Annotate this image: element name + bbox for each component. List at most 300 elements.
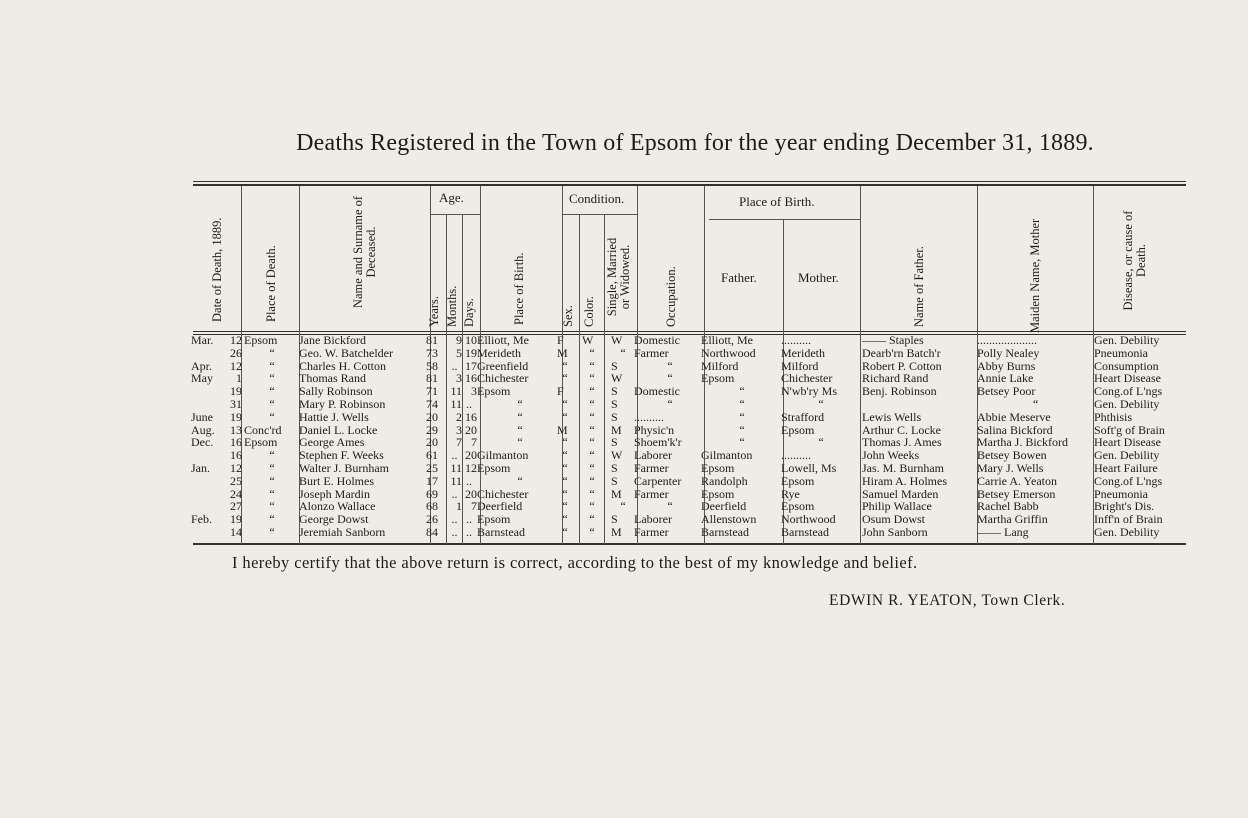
marital-status-cell: S — [611, 359, 618, 373]
father-birthplace-cell: Milford — [701, 359, 739, 373]
age-months-cell: 5 — [456, 346, 462, 360]
table-row — [0, 526, 1248, 539]
father-birthplace-cell: Randolph — [701, 474, 748, 488]
place-of-birth-cell: Epsom — [477, 462, 511, 475]
age-years-cell: 81 — [426, 334, 438, 347]
age-days-cell: 7 — [471, 436, 477, 450]
place-of-birth-cell: Chichester — [477, 487, 529, 501]
age-days-cell: 20 — [465, 487, 477, 501]
header-months: Months. — [445, 285, 459, 327]
month-cell: May — [191, 372, 213, 386]
clerk-name: EDWIN R. YEATON, — [829, 592, 978, 609]
age-days-cell: 3 — [471, 385, 477, 399]
color-cell: “ — [589, 500, 595, 514]
father-birthplace-cell: Allenstown — [701, 513, 757, 527]
color-cell: “ — [589, 462, 595, 475]
age-months-cell: .. — [451, 449, 458, 463]
day-cell: 19 — [230, 513, 242, 527]
occupation-cell: Carpenter — [634, 474, 682, 488]
place-of-death-cell: Conc'rd — [244, 423, 282, 437]
marital-status-cell: S — [611, 398, 618, 411]
age-years-cell: 84 — [426, 526, 438, 539]
table-row — [0, 347, 1248, 360]
age-months-cell: 3 — [456, 423, 462, 437]
deceased-name-cell: Charles H. Cotton — [299, 359, 386, 373]
deceased-name-cell: Daniel L. Locke — [299, 423, 378, 437]
header-mother-birthplace: Mother. — [798, 270, 839, 285]
day-cell: 14 — [230, 526, 242, 539]
sex-cell: F — [557, 334, 564, 347]
father-birthplace-cell: “ — [739, 436, 745, 450]
place-of-birth-cell: “ — [517, 398, 523, 411]
age-years-cell: 81 — [426, 372, 438, 386]
clerk-title: Town Clerk. — [981, 592, 1066, 609]
marital-status-cell: “ — [620, 500, 626, 514]
cause-of-death-cell: Cong.of L'ngs — [1094, 385, 1163, 399]
color-cell: “ — [589, 385, 595, 399]
deceased-name-cell: Geo. W. Batchelder — [299, 346, 393, 360]
header-occupation: Occupation. — [664, 266, 678, 327]
occupation-cell: Shoem'k'r — [634, 436, 682, 450]
age-months-cell: .. — [451, 526, 458, 539]
father-birthplace-cell: Northwood — [701, 346, 756, 360]
place-of-death-cell: “ — [269, 500, 275, 514]
table-row — [0, 462, 1248, 475]
table-row — [0, 475, 1248, 488]
color-cell: “ — [589, 398, 595, 411]
header-top-rule — [193, 181, 1186, 182]
marital-status-cell: S — [611, 410, 618, 424]
cause-of-death-cell: Pneumonia — [1094, 346, 1148, 360]
age-group-rule — [430, 214, 480, 215]
father-name-cell: Samuel Marden — [862, 487, 939, 501]
header-age: Age. — [439, 190, 464, 205]
age-days-cell: 20 — [465, 423, 477, 437]
header-single-married-widowed: Single, Married or Widowed. — [605, 237, 632, 317]
place-of-birth-cell: Deerfield — [477, 500, 523, 514]
table-row — [0, 513, 1248, 526]
father-name-cell: Philip Wallace — [862, 500, 932, 514]
occupation-cell: Laborer — [634, 449, 672, 463]
father-birthplace-cell: “ — [739, 423, 745, 437]
father-birthplace-cell: Gilmanton — [701, 449, 753, 463]
age-years-cell: 68 — [426, 500, 438, 514]
mother-birthplace-cell: Milford — [781, 359, 819, 373]
age-days-cell: 19 — [465, 346, 477, 360]
condition-group-rule — [562, 214, 637, 215]
place-of-death-cell: “ — [269, 487, 275, 501]
mother-maiden-name-cell: Betsey Emerson — [977, 487, 1056, 501]
header-name: Name and Surname of Deceased. — [351, 195, 378, 309]
clerk-signature — [829, 592, 1065, 610]
place-of-birth-cell: Elliott, Me — [477, 334, 529, 347]
father-name-cell: —— Staples — [862, 334, 924, 347]
mother-birthplace-cell: Chichester — [781, 372, 833, 386]
color-cell: “ — [589, 436, 595, 450]
age-days-cell: 17 — [465, 359, 477, 373]
place-of-death-cell: “ — [269, 526, 275, 539]
mother-maiden-name-cell: Martha J. Bickford — [977, 436, 1068, 450]
marital-status-cell: S — [611, 436, 618, 450]
mother-birthplace-cell: Rye — [781, 487, 800, 501]
sex-cell: “ — [562, 359, 568, 373]
father-birthplace-cell: Deerfield — [701, 500, 747, 514]
age-years-cell: 26 — [426, 513, 438, 527]
day-cell: 12 — [230, 359, 242, 373]
marital-status-cell: M — [611, 526, 622, 539]
color-cell: “ — [589, 526, 595, 539]
marital-status-cell: M — [611, 487, 622, 501]
father-name-cell: John Weeks — [862, 449, 920, 463]
day-cell: 16 — [230, 449, 242, 463]
cause-of-death-cell: Heart Failure — [1094, 462, 1158, 475]
father-birthplace-cell: Epsom — [701, 462, 735, 475]
age-years-cell: 17 — [426, 474, 438, 488]
place-of-birth-cell: Gilmanton — [477, 449, 529, 463]
occupation-cell: “ — [667, 372, 673, 386]
header-parents-place-of-birth: Place of Birth. — [739, 194, 815, 209]
table-row — [0, 360, 1248, 373]
age-days-cell: 7 — [471, 500, 477, 514]
day-cell: 12 — [230, 462, 242, 475]
marital-status-cell: S — [611, 474, 618, 488]
deceased-name-cell: Jane Bickford — [299, 334, 366, 347]
age-years-cell: 58 — [426, 359, 438, 373]
header-maiden-name-mother: Maiden Name, Mother — [1028, 218, 1042, 333]
sex-cell: “ — [562, 474, 568, 488]
age-months-cell: 11 — [450, 398, 462, 411]
table-row — [0, 449, 1248, 462]
header-place-of-death: Place of Death. — [264, 245, 278, 322]
cause-of-death-cell: Heart Disease — [1094, 372, 1161, 386]
mother-maiden-name-cell: Salina Bickford — [977, 423, 1053, 437]
mother-maiden-name-cell: Mary J. Wells — [977, 462, 1044, 475]
place-of-death-cell: “ — [269, 462, 275, 475]
day-cell: 26 — [230, 346, 242, 360]
deceased-name-cell: Sally Robinson — [299, 385, 373, 399]
mother-maiden-name-cell: Abby Burns — [977, 359, 1036, 373]
father-birthplace-cell: Epsom — [701, 372, 735, 386]
age-days-cell: .. — [466, 526, 472, 539]
deceased-name-cell: Stephen F. Weeks — [299, 449, 384, 463]
age-days-cell: 16 — [465, 410, 477, 424]
month-cell: Apr. — [191, 359, 212, 373]
occupation-cell: “ — [667, 359, 673, 373]
sex-cell: M — [557, 346, 568, 360]
marital-status-cell: S — [611, 385, 618, 399]
father-name-cell: Arthur C. Locke — [862, 423, 941, 437]
place-of-death-cell: “ — [269, 449, 275, 463]
cause-of-death-cell: Inff'n of Brain — [1094, 513, 1163, 527]
mother-maiden-name-cell: Betsey Poor — [977, 385, 1036, 399]
marital-status-cell: S — [611, 513, 618, 527]
header-condition: Condition. — [569, 191, 625, 206]
place-of-birth-cell: “ — [517, 436, 523, 450]
mother-birthplace-cell: Merideth — [781, 346, 825, 360]
marital-status-cell: S — [611, 462, 618, 475]
sex-cell: M — [557, 423, 568, 437]
mother-maiden-name-cell: .................... — [977, 334, 1037, 347]
occupation-cell: Farmer — [634, 526, 669, 539]
day-cell: 16 — [230, 436, 242, 450]
mother-birthplace-cell: .......... — [781, 449, 811, 463]
mother-maiden-name-cell: —— Lang — [977, 526, 1029, 539]
age-years-cell: 61 — [426, 449, 438, 463]
deceased-name-cell: Thomas Rand — [299, 372, 366, 386]
age-months-cell: 11 — [450, 385, 462, 399]
age-years-cell: 71 — [426, 385, 438, 399]
place-of-death-cell: “ — [269, 398, 275, 411]
place-of-birth-cell: Chichester — [477, 372, 529, 386]
deceased-name-cell: Jeremiah Sanborn — [299, 526, 386, 539]
age-months-cell: 9 — [456, 334, 462, 347]
header-place-of-birth: Place of Birth. — [512, 252, 526, 325]
day-cell: 13 — [230, 423, 242, 437]
sex-cell: “ — [562, 462, 568, 475]
age-days-cell: 16 — [465, 372, 477, 386]
deceased-name-cell: George Dowst — [299, 513, 369, 527]
place-of-birth-cell: Barnstead — [477, 526, 525, 539]
father-name-cell: Hiram A. Holmes — [862, 474, 947, 488]
father-name-cell: Richard Rand — [862, 372, 929, 386]
place-of-birth-cell: Greenfield — [477, 359, 529, 373]
age-months-cell: 2 — [456, 410, 462, 424]
color-cell: “ — [589, 346, 595, 360]
age-years-cell: 74 — [426, 398, 438, 411]
day-cell: 27 — [230, 500, 242, 514]
mother-birthplace-cell: Epsom — [781, 423, 815, 437]
color-cell: “ — [589, 423, 595, 437]
mother-birthplace-cell: Barnstead — [781, 526, 829, 539]
occupation-cell: Farmer — [634, 346, 669, 360]
mother-maiden-name-cell: Annie Lake — [977, 372, 1034, 386]
place-of-death-cell: Epsom — [244, 436, 278, 450]
age-years-cell: 20 — [426, 436, 438, 450]
occupation-cell: “ — [667, 500, 673, 514]
cause-of-death-cell: Phthisis — [1094, 410, 1133, 424]
sex-cell: “ — [562, 436, 568, 450]
marital-status-cell: M — [611, 423, 622, 437]
month-cell: Mar. — [191, 334, 214, 347]
mother-maiden-name-cell: “ — [1032, 398, 1039, 411]
place-of-death-cell: “ — [269, 513, 275, 527]
month-cell: June — [191, 410, 213, 424]
table-row — [0, 385, 1248, 398]
age-months-cell: 7 — [456, 436, 462, 450]
sex-cell: F — [557, 385, 564, 399]
sex-cell: “ — [562, 449, 568, 463]
color-cell: “ — [589, 410, 595, 424]
father-name-cell: John Sanborn — [862, 526, 928, 539]
age-days-cell: .. — [466, 474, 472, 488]
age-years-cell: 29 — [426, 423, 438, 437]
father-birthplace-cell: Epsom — [701, 487, 735, 501]
month-cell: Feb. — [191, 513, 212, 527]
age-months-cell: .. — [451, 359, 458, 373]
occupation-cell: “ — [667, 398, 673, 411]
table-row — [0, 436, 1248, 449]
color-cell: “ — [589, 359, 595, 373]
table-row — [0, 488, 1248, 501]
day-cell: 19 — [230, 385, 242, 399]
cause-of-death-cell: Gen. Debility — [1094, 334, 1160, 347]
mother-birthplace-cell: Strafford — [781, 410, 825, 424]
header-name-of-father: Name of Father. — [912, 246, 926, 327]
header-sex: Sex. — [561, 305, 575, 327]
cause-of-death-cell: Gen. Debility — [1094, 526, 1160, 539]
header-disease: Disease, or cause of Death. — [1121, 210, 1148, 311]
month-cell: Aug. — [191, 423, 215, 437]
sex-cell: “ — [562, 526, 568, 539]
mother-maiden-name-cell: Abbie Meserve — [977, 410, 1051, 424]
sex-cell: “ — [562, 487, 568, 501]
place-of-birth-cell: “ — [517, 474, 523, 488]
occupation-cell: Farmer — [634, 462, 669, 475]
occupation-cell: Domestic — [634, 334, 680, 347]
header-color: Color. — [582, 296, 596, 327]
age-months-cell: 3 — [456, 372, 462, 386]
father-birthplace-cell: Barnstead — [701, 526, 749, 539]
sex-cell: “ — [562, 372, 568, 386]
mother-birthplace-cell: .......... — [781, 334, 811, 347]
mother-birthplace-cell: “ — [818, 398, 824, 411]
table-row — [0, 424, 1248, 437]
father-name-cell: Thomas J. Ames — [862, 436, 942, 450]
mother-maiden-name-cell: Martha Griffin — [977, 513, 1048, 527]
page-title: Deaths Registered in the Town of Epsom for the year ending December 31, 1889. — [296, 130, 1094, 156]
color-cell: “ — [589, 513, 595, 527]
occupation-cell: Physic'n — [634, 423, 675, 437]
color-cell: “ — [589, 449, 595, 463]
cause-of-death-cell: Bright's Dis. — [1094, 500, 1155, 514]
father-name-cell: Lewis Wells — [862, 410, 922, 424]
day-cell: 24 — [230, 487, 242, 501]
place-of-birth-cell: “ — [517, 410, 523, 424]
mother-birthplace-cell: Northwood — [781, 513, 836, 527]
color-cell: “ — [589, 487, 595, 501]
mother-birthplace-cell: N'wb'ry Ms — [781, 385, 837, 399]
age-days-cell: 12 — [465, 462, 477, 475]
father-name-cell: Robert P. Cotton — [862, 359, 942, 373]
table-row — [0, 411, 1248, 424]
sex-cell: “ — [562, 500, 568, 514]
cause-of-death-cell: Cong.of L'ngs — [1094, 474, 1163, 488]
day-cell: 12 — [230, 334, 242, 347]
cause-of-death-cell: Pneumonia — [1094, 487, 1148, 501]
place-of-death-cell: “ — [269, 346, 275, 360]
place-of-birth-cell: “ — [517, 423, 523, 437]
day-cell: 19 — [230, 410, 242, 424]
birthplace-group-rule — [709, 219, 860, 220]
mother-maiden-name-cell: Polly Nealey — [977, 346, 1040, 360]
month-cell: Jan. — [191, 462, 210, 475]
mother-birthplace-cell: “ — [818, 436, 824, 450]
sex-cell: “ — [562, 398, 568, 411]
cause-of-death-cell: Gen. Debility — [1094, 449, 1160, 463]
occupation-cell: .......... — [634, 410, 664, 424]
marital-status-cell: “ — [620, 346, 626, 360]
month-cell: Dec. — [191, 436, 214, 450]
cause-of-death-cell: Heart Disease — [1094, 436, 1161, 450]
mother-birthplace-cell: Lowell, Ms — [781, 462, 837, 475]
header-days: Days. — [462, 298, 476, 327]
father-name-cell: Jas. M. Burnham — [862, 462, 944, 475]
cause-of-death-cell: Consumption — [1094, 359, 1159, 373]
color-cell: “ — [589, 372, 595, 386]
deceased-name-cell: Alonzo Wallace — [299, 500, 376, 514]
age-months-cell: .. — [451, 513, 458, 527]
occupation-cell: Farmer — [634, 487, 669, 501]
deceased-name-cell: Joseph Mardin — [299, 487, 370, 501]
place-of-death-cell: “ — [269, 372, 275, 386]
age-days-cell: .. — [466, 398, 472, 411]
day-cell: 31 — [230, 398, 242, 411]
day-cell: 25 — [230, 474, 242, 488]
mother-birthplace-cell: Epsom — [781, 474, 815, 488]
color-cell: W — [582, 334, 594, 347]
father-name-cell: Osum Dowst — [862, 513, 926, 527]
table-row — [0, 500, 1248, 513]
sex-cell: “ — [562, 513, 568, 527]
mother-maiden-name-cell: Carrie A. Yeaton — [977, 474, 1057, 488]
certification-statement: I hereby certify that the above return is correct, according to the best of my knowledge and belief. — [232, 553, 918, 572]
table-row — [0, 334, 1248, 347]
occupation-cell: Laborer — [634, 513, 672, 527]
age-months-cell: 11 — [450, 462, 462, 475]
place-of-death-cell: “ — [269, 474, 275, 488]
marital-status-cell: W — [611, 449, 623, 463]
header-date: Date of Death, 1889. — [210, 217, 224, 322]
place-of-birth-cell: Epsom — [477, 385, 511, 399]
age-years-cell: 20 — [426, 410, 438, 424]
father-birthplace-cell: “ — [739, 398, 745, 411]
color-cell: “ — [589, 474, 595, 488]
sex-cell: “ — [562, 410, 568, 424]
deceased-name-cell: Walter J. Burnham — [299, 462, 390, 475]
mother-birthplace-cell: Epsom — [781, 500, 815, 514]
mother-maiden-name-cell: Betsey Bowen — [977, 449, 1047, 463]
age-years-cell: 69 — [426, 487, 438, 501]
father-name-cell: Benj. Robinson — [862, 385, 937, 399]
deceased-name-cell: Hattie J. Wells — [299, 410, 369, 424]
age-years-cell: 73 — [426, 346, 438, 360]
age-days-cell: .. — [466, 513, 472, 527]
deceased-name-cell: Mary P. Robinson — [299, 398, 386, 411]
deaths-table — [0, 334, 1248, 544]
father-birthplace-cell: “ — [739, 410, 745, 424]
place-of-birth-cell: Merideth — [477, 346, 521, 360]
place-of-death-cell: Epsom — [244, 334, 278, 347]
age-months-cell: 1 — [456, 500, 462, 514]
age-years-cell: 25 — [426, 462, 438, 475]
cause-of-death-cell: Soft'g of Brain — [1094, 423, 1165, 437]
father-name-cell: Dearb'rn Batch'r — [862, 346, 941, 360]
deceased-name-cell: Burt E. Holmes — [299, 474, 374, 488]
marital-status-cell: W — [611, 372, 623, 386]
header-top-rule-thick — [193, 184, 1186, 186]
age-months-cell: 11 — [450, 474, 462, 488]
place-of-birth-cell: Epsom — [477, 513, 511, 527]
place-of-death-cell: “ — [269, 410, 275, 424]
place-of-death-cell: “ — [269, 359, 275, 373]
age-days-cell: 20 — [465, 449, 477, 463]
deceased-name-cell: George Ames — [299, 436, 365, 450]
mother-maiden-name-cell: Rachel Babb — [977, 500, 1039, 514]
table-row — [0, 398, 1248, 411]
age-days-cell: 10 — [465, 334, 477, 347]
father-birthplace-cell: Elliott, Me — [701, 334, 753, 347]
age-months-cell: .. — [451, 487, 458, 501]
